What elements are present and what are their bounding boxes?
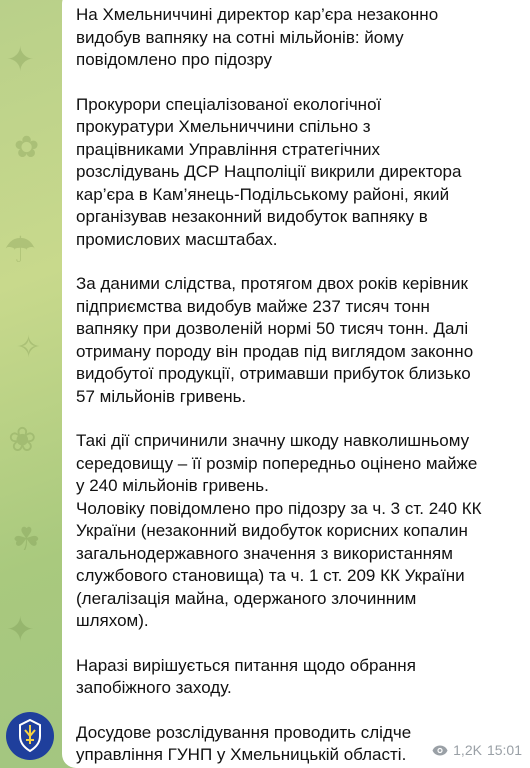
doodle-icon: ☂ (4, 230, 37, 271)
message-headline: На Хмельниччині директор кар’єра незаконно видобув вапняку на сотні мільйонів: йому повідомлено про підозру (76, 5, 439, 69)
doodle-icon: ✦ (6, 40, 35, 80)
message-time: 15:01 (486, 742, 522, 758)
doodle-icon: ✧ (16, 330, 42, 365)
message-paragraph: Такі дії спричинили значну шкоду навколишньому середовищу – її розмір попередньо оцінено майже у 240 мільйонів гривень. Чоловіку повідомлено про підозру за ч. 3 ст. 240 КК України (незаконний видобуток корисних копалин загальнодержавного значення з використанням службового становища) та ч. 1 ст. 209 КК України (легалізація майна, одержаного злочинним шляхом). (76, 431, 482, 630)
eye-icon (432, 745, 448, 756)
message-meta (432, 742, 522, 758)
message-paragraph: Наразі вирішується питання щодо обрання запобіжного заходу. (76, 655, 416, 697)
message-paragraph: Досудове розслідування проводить слідче управління ГУНП у Хмельницькій області. (76, 722, 412, 764)
channel-avatar[interactable] (6, 712, 54, 760)
message-paragraph: За даними слідства, протягом двох років керівник підприємства видобув майже 237 тисяч тонн вапняку при дозволеній нормі 50 тисяч тонн. Далі отриману породу він продав під виглядом законно видобутої продукції, отримавши прибуток близько 57 мільйонів гривень. (76, 274, 474, 406)
doodle-icon: ❀ (8, 420, 37, 460)
police-emblem-icon (10, 716, 50, 756)
doodle-icon: ✦ (6, 610, 35, 650)
views-count: 1,2K (453, 742, 482, 758)
message-bubble[interactable] (62, 0, 530, 768)
doodle-icon: ✿ (14, 130, 40, 165)
doodle-icon: ☘ (12, 520, 41, 558)
message-paragraph: Прокурори спеціалізованої екологічної прокуратури Хмельниччини спільно з працівниками Управління стратегічних розслідувань ДСР Нацполіції викрили директора кар’єра в Кам’янець-Подільському районі, який організував незаконний видобуток вапняку в промислових масштабах. (76, 94, 462, 249)
